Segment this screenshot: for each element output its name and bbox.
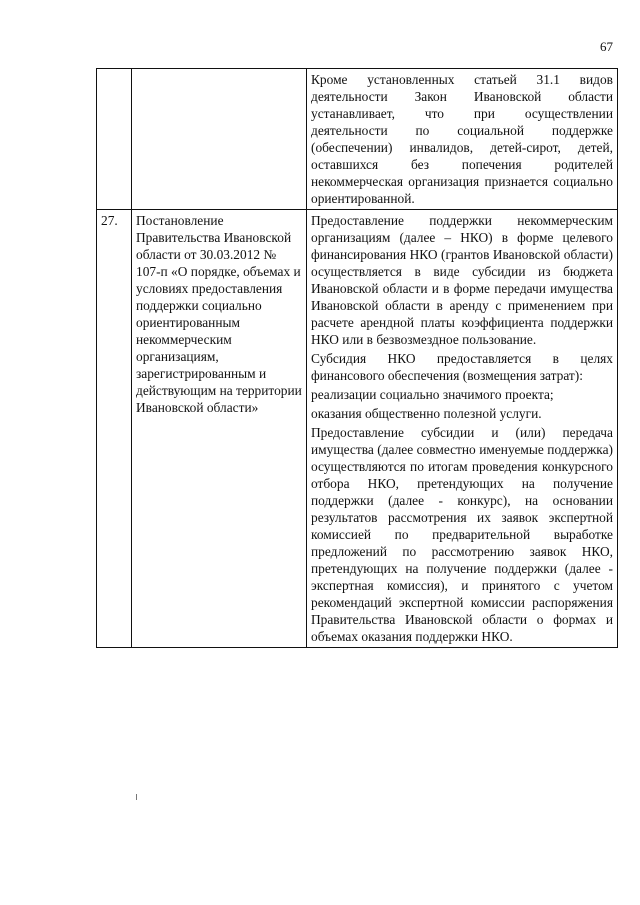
description-paragraph: Кроме установленных статьей 31.1 видов деятельности Закон Ивановской области устанавливает, что при осуществлении деятельности по социальной поддержке (обеспечении) инвалидов, детей-сирот, детей, оставшихся без попечения родителей некоммерческая организация признается социально ориентированной. xyxy=(311,72,613,206)
description-paragraph: Субсидия НКО предоставляется в целях финансового обеспечения (возмещения затрат): xyxy=(311,351,613,383)
document-title-cell xyxy=(132,69,307,210)
description-paragraph: Предоставление поддержки некоммерческим организациям (далее – НКО) в форме целевого финансирования НКО (грантов Ивановской области) осуществляется в виде субсидии из бюджета Ивановской области и в форме передачи имущества Ивановской области в аренду с применением при расчете арендной платы коэффициента поддержки НКО или в безвозмездное пользование. xyxy=(311,213,613,347)
row-number-cell xyxy=(97,69,132,210)
page-number: 67 xyxy=(600,39,613,54)
table-row xyxy=(97,210,618,648)
document-title-cell: Постановление Правительства Ивановской области от 30.03.2012 № 107-п «О порядке, объемах и условиях предоставления поддержки социально ориентированным некоммерческим организациям, зарегистрированным и действующим на территории Ивановской области» xyxy=(132,210,307,648)
row-number-cell: 27. xyxy=(97,210,132,648)
description-cell xyxy=(307,210,618,648)
description-cell xyxy=(307,69,618,210)
description-paragraph: реализации социально значимого проекта; xyxy=(311,387,554,402)
description-paragraph: Предоставление субсидии и (или) передача имущества (далее совместно именуемые поддержка) осуществляются по итогам проведения конкурсного отбора НКО, претендующих на получение поддержки (далее - конкурс), на основании результатов рассмотрения их заявок экспертной комиссией по предварительной выработке предложений по рассмотрению заявок НКО, претендующих на получение поддержки (далее - экспертная комиссия), и принятого с учетом рекомендаций экспертной комиссии распоряжения Правительства Ивановской области о формах и объемах оказания поддержки НКО. xyxy=(311,425,613,644)
legislation-table xyxy=(96,68,618,648)
scan-artifact-mark xyxy=(136,794,137,800)
table-row xyxy=(97,69,618,210)
description-paragraph: оказания общественно полезной услуги. xyxy=(311,406,542,421)
